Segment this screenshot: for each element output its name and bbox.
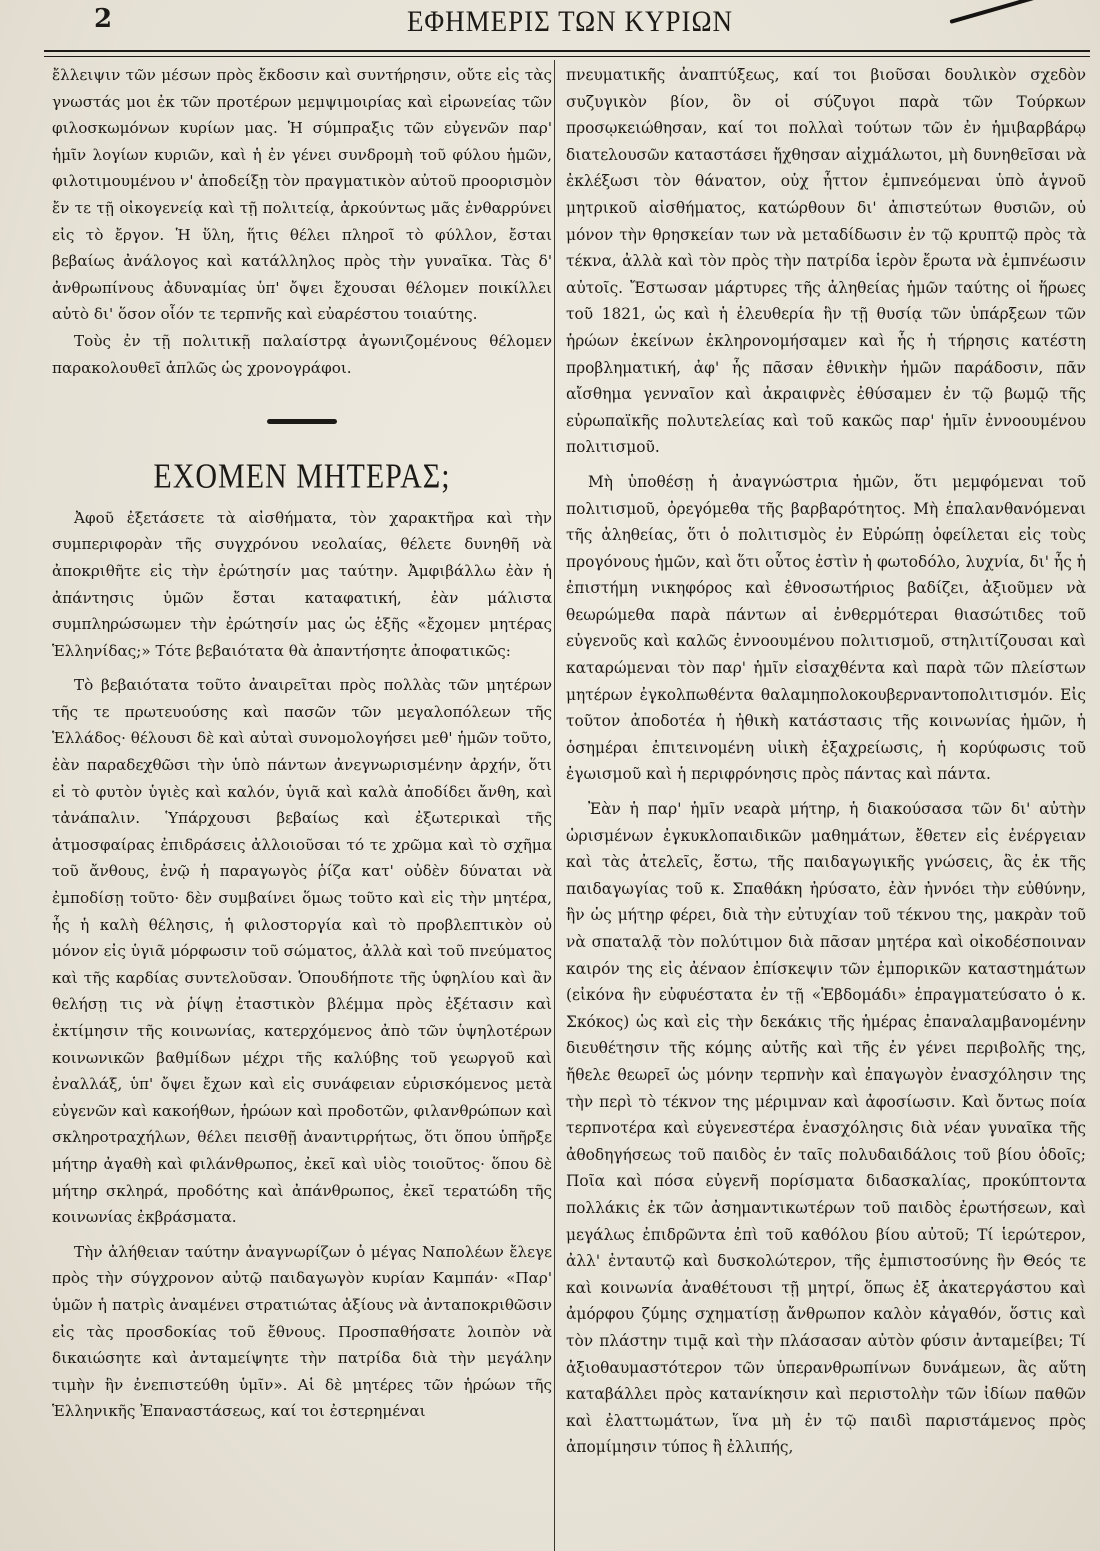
page-header bbox=[0, 0, 1100, 48]
intro-paragraph-1: ἔλλειψιν τῶν μέσων πρὸς ἔκδοσιν καὶ συντήρησιν, οὔτε εἰς τὰς γνωστάς μοι ἐκ τῶν προτέρων μεμψιμοιρίας καὶ εἰρωνείας τῶν φιλοσκωμόνων κυρίων μας. Ἡ σύμπραξις τῶν εὐγενῶν παρ' ἡμῖν λογίων κυριῶν, καὶ ἡ ἐν γένει συνδρομὴ τοῦ φύλου ἡμῶν, φιλοτιμουμένου ν' ἀποδείξῃ τὸν πραγματικὸν αὐτοῦ προορισμὸν ἔν τε τῇ οἰκογενείᾳ καὶ τῇ πολιτείᾳ, ἀρκούντως μᾶς ἐνθαρρύνει εἰς τὸ ἔργον. Ἡ ὕλη, ἥτις θέλει πληροῖ τὸ φύλλον, ἔσται βεβαίως ἀνάλογος καὶ κατάλληλος πρὸς τὴν γυναῖκα. Τὰς δ' ἀνθρωπίνους ἀδυναμίας ὑπ' ὄψει ἔχουσαι θέλομεν ποικίλλει αὐτὸ δι' ὅσον οἷόν τε τερπνῆς καὶ εὐαρέστου τοιαύτης. bbox=[52, 66, 552, 324]
right-paragraph-1: πνευματικῆς ἀναπτύξεως, καί τοι βιοῦσαι δουλικὸν σχεδὸν συζυγικὸν βίον, ὃν οἱ σύζυγοι παρὰ τῶν Τούρκων προσῳκειώθησαν, καί τοι πολλαὶ τούτων τῶν ἐν ἡμιβαρβάρῳ διατελουσῶν καταστάσει ἤχθησαν αἰχμάλωτοι, μὴ δυνηθεῖσαι νὰ ἐκλέξωσι τὸν θάνατον, οὐχ ἧττον ἐμπνεόμεναι ὑπὸ ἁγνοῦ μητρικοῦ αἰσθήματος, κατώρθουν δι' ἀπιστεύτων θυσιῶν, οὐ μόνον τὴν θρησκείαν των νὰ μεταδίδωσιν ἐν τῷ κρυπτῷ πρὸς τὰ τέκνα, ἀλλὰ καὶ τὸν πρὸς τὴν πατρίδα ἱερὸν ἔρωτα νὰ ἐμπνέωσιν αὐτοῖς. Ἔστωσαν μάρτυρες τῆς ἀληθείας ἡμῶν ταύτης οἱ ἥρωες τοῦ 1821, ὡς καὶ ἡ ἐλευθερία ἣν τῇ θυσίᾳ τῶν ὑπάρξεων τῶν ἡρώων ἐκείνων ἐκληρονομήσαμεν καὶ ἧς ἡ τήρησις κατέστη προβληματική, ἀφ' ἧς πᾶσαν ἐθνικὴν ἡμῶν παράδοσιν, πᾶν αἴσθημα γενναῖον καὶ ἀκραιφνὲς ἐθύσαμεν ἐν τῷ βωμῷ τῆς εὐρωπαϊκῆς πολυτελείας καὶ τοῦ κακῶς παρ' ἡμῖν ἐννοουμένου πολιτισμοῦ. bbox=[566, 66, 1086, 457]
masthead-title: ΕΦΗΜΕΡΙΣ ΤΩΝ ΚΥΡΙΩΝ bbox=[406, 4, 734, 38]
section-ornament-rule bbox=[267, 419, 337, 424]
header-rule-thick bbox=[44, 50, 1090, 52]
section-title: ΕΧΟΜΕΝ ΜΗΤΕΡΑΣ; bbox=[153, 457, 451, 496]
section-paragraph-2: Τὸ βεβαιότατα τοῦτο ἀναιρεῖται πρὸς πολλὰς τῶν μητέρων τῆς τε πρωτευούσης καὶ πασῶν τῶν μεγαλοπόλεων τῆς Ἑλλάδος· θέλουσι δὲ καὶ αὐταὶ συνομολογήσει μεθ' ἡμῶν τοῦτο, ἐὰν παραδεχθῶσι τὴν ὑπὸ πάντων ἀνεγνωρισμένην ἀρχήν, ὅτι εἰ τὸ φυτὸν ὑγιὲς καὶ καλόν, ὑγιᾶ καὶ καλὰ ἀποδίδει ἄνθη, καὶ τἀνάπαλιν. Ὑπάρχουσι βεβαίως καὶ ἐξωτερικαὶ τῆς ἀτμοσφαίρας ἐπιδράσεις ἀλλοιοῦσαι τό τε χρῶμα καὶ τὸ σχῆμα τοῦ ἄνθους, ἐνῷ ἡ παραγωγὸς ῥίζα κατ' οὐδὲν δύναται νὰ ἐμποδίσῃ τοῦτο· δὲν συμβαίνει ὅμως τοῦτο καὶ εἰς τὴν μητέρα, ἧς ἡ καλὴ θέλησις, ἡ φιλοστοργία καὶ τὸ προβλεπτικὸν οὐ μόνον εἰς ὑγιᾶ μόρφωσιν τοῦ σώματος, ἀλλὰ καὶ τοῦ πνεύματος καὶ τῆς καρδίας συντελοῦσαν. Ὁπουδήποτε τῆς ὑφηλίου καὶ ἂν θελήσῃ τις νὰ ῥίψῃ ἐταστικὸν βλέμμα πρὸς ἐξέτασιν καὶ ἐκτίμησιν τῆς κοινωνίας, κατερχόμενος ἀπὸ τῶν ὑψηλοτέρων κοινωνικῶν βαθμίδων μέχρι τῆς καλύβης τοῦ γεωργοῦ καὶ ἐναλλάξ, ὑπ' ὄψει ἔχων καὶ εἰς συνάφειαν εὑρισκόμενος μετὰ εὐγενῶν καὶ κακοήθων, ἡρώων καὶ προδοτῶν, φιλανθρώπων καὶ σκληροτραχήλων, θέλει πεισθῇ ἀναντιρρήτως, ὅτι ὅπου ὑπῆρξε μήτηρ ἀγαθὴ καὶ φιλάνθρωπος, ἐκεῖ καὶ υἱὸς τοιοῦτος· ὅπου δὲ μήτηρ σκληρά, προδότης καὶ ἀπάνθρωπος, ἐκεῖ τερατώδη τῆς κοινωνίας ἐκβράσματα. bbox=[52, 676, 552, 1227]
right-paragraph-3: Ἐὰν ἡ παρ' ἡμῖν νεαρὰ μήτηρ, ἡ διακούσασα τῶν δι' αὐτὴν ὡρισμένων ἐγκυκλοπαιδικῶν μαθημάτων, ἔθετεν εἰς ἐνέργειαν καὶ τὰς ἀτελεῖς, ἔστω, τῆς παιδαγωγικῆς γνώσεις, ἃς ἐκ τῆς παιδαγωγίας τοῦ κ. Σπαθάκη ἠρύσατο, ἐὰν ἠννόει τὴν εὐθύνην, ἣν ὡς μήτηρ φέρει, διὰ τὴν εὐτυχίαν τοῦ τέκνου της, μακρὰν τοῦ νὰ σπαταλᾷ τὸν πολύτιμον διὰ πᾶσαν μητέρα καὶ οἰκοδέσποιναν καιρόν της εἰς ἀέναον ἐπίσκεψιν τῶν ἐμπορικῶν καταστημάτων (εἰκόνα ἣν εὐφυέστατα ἐν τῇ «Ἑβδομάδι» ἐπραγματεύσατο ὁ κ. Σκόκος) ὡς καὶ εἰς τὴν δεκάκις τῆς ἡμέρας ἐπαναλαμβανομένην διευθέτησιν τῆς κόμης αὐτῆς καὶ τῆς ἐν γένει περιβολῆς της, ἤθελε θεωρεῖ ὡς μόνην τερπνὴν καὶ ἐπαγωγὸν ἐνασχόλησιν της τὴν περὶ τὸ τέκνον της μέριμναν καὶ ἀφοσίωσιν. Καὶ ὄντως ποία τερπνοτέρα καὶ εὐγενεστέρα ἐνασχόλησις διὰ νέαν γυναῖκα τῆς ἀθοδηγήσεως τοῦ παιδὸς ἐν ταῖς πολυδαιδάλοις τοῦ βίου ὁδοῖς; Ποῖα καὶ πόσα εὐγενῆ πορίσματα διδασκαλίας, προκύπτοντα πολλάκις ἐκ τῶν ἀσημαντικωτέρων τοῦ παιδὸς ἐρωτήσεων, καὶ μεγάλως ἐπιδρῶντα ἐπὶ τοῦ καθόλου βίου αὐτοῦ; Τί ἱερώτερον, ἀλλ' ἐνταυτῷ καὶ δυσκολώτερον, τῆς ἐμπιστοσύνης ἣν Θεός τε καὶ κοινωνία ἀναθέτουσι τῇ μητρί, ὅπως ἐξ ἀκατεργάστου καὶ ἀμόρφου ζύμης σχηματίσῃ ἄνθρωπον καλὸν κἀγαθόν, ὅστις καὶ τὸν πλάστην τιμᾷ καὶ τὴν πλάσασαν αὐτὸν φύσιν ἀνταμείβει; Τί ἀξιοθαυμαστότερον τῶν ὑπερανθρωπίνων δυνάμεων, ἃς αὕτη καταβάλλει πρὸς κατανίκησιν καὶ περιστολὴν τῶν ἰδίων παθῶν καὶ ἐλαττωμάτων, ἵνα μὴ ἐν τῷ παιδὶ παριστάμενος πρὸς ἀπομίμησιν τύπος ἢ ἐλλιπής, bbox=[566, 800, 1086, 1457]
column-divider bbox=[554, 60, 555, 1551]
header-rule-thin bbox=[44, 56, 1090, 57]
section-paragraph-1: Ἀφοῦ ἐξετάσετε τὰ αἰσθήματα, τὸν χαρακτῆρα καὶ τὴν συμπεριφορὰν τῆς συγχρόνου νεολαίας, θέλετε δυνηθῆ νὰ ἀποκριθῆτε εἰς τὴν ἐρώτησίν μας ταύτην. Ἀμφιβάλλω ἐὰν ἡ ἀπάντησις ὑμῶν ἔσται καταφατική, ἐὰν μάλιστα συμπληρώσωμεν τὴν ἐρώτησίν μας ὡς ἑξῆς «ἔχομεν μητέρας Ἑλληνίδας;» Τότε βεβαιότατα θὰ ἀπαντήσητε ἀποφατικῶς: bbox=[52, 508, 552, 660]
section-paragraph-3: Τὴν ἀλήθειαν ταύτην ἀναγνωρίζων ὁ μέγας Ναπολέων ἔλεγε πρὸς τὴν σύγχρονον αὐτῷ παιδαγωγὸν κυρίαν Καμπάν· «Παρ' ὑμῶν ἡ πατρὶς ἀναμένει στρατιώτας ἀξίους νὰ ἀνταποκριθῶσιν εἰς τὰς προσδοκίας τοῦ ἔθνους. Προσπαθήσατε λοιπὸν νὰ δικαιώσητε καὶ ἀνταμείψητε τὴν πατρίδα διὰ τὴν μεγάλην τιμὴν ἣν ἐνεπιστεύθη ὑμῖν». Αἱ δὲ μητέρες τῶν ἡρώων τῆς Ἑλληνικῆς Ἐπαναστάσεως, καί τοι ἐστερημέναι bbox=[52, 1242, 552, 1421]
right-column bbox=[566, 62, 1086, 1461]
right-paragraph-2: Μὴ ὑποθέσῃ ἡ ἀναγνώστρια ἡμῶν, ὅτι μεμφόμεναι τοῦ πολιτισμοῦ, ὀρεγόμεθα τῆς βαρβαρότητος. Μὴ ἐπαλανθανόμεναι τῆς ἀληθείας, ὅτι ὁ πολιτισμὸς ἐν Εὐρώπῃ ὀφείλεται εἰς τοὺς προγόνους ἡμῶν, καὶ ὅτι οὗτος ἐστὶν ἡ φωτοδόλο, λυχνία, δι' ἧς ἡ ἐπιστήμη νικηφόρος καὶ ἐθνοσωτήριος βαδίζει, ἀξιοῦμεν νὰ θεωρώμεθα παρὰ πάντων αἱ ἐνθερμότεραι θιασώτιδες τοῦ εὐγενοῦς καὶ καλῶς ἐννοουμένου πολιτισμοῦ, στηλιτίζουσαι καὶ καταρώμεναι τὸν παρ' ἡμῖν εἰσαχθέντα καὶ παρὰ τῶν πλείστων μητέρων ἐγκολπωθέντα θαλαμηπολοκουβερναντοπολιτισμόν. Εἰς τοῦτον ἀποδοτέα ἡ ἠθικὴ κατάστασις τῆς κοινωνίας ἡμῶν, ἡ ὁσημέραι ἐπιτεινομένη υἱικὴ ἐξαχρείωσις, ἡ κορύφωσις τοῦ ἐγωισμοῦ καὶ ἡ περιφρόνησις πρὸς πάντας καὶ πάντα. bbox=[566, 472, 1086, 784]
intro-paragraph-2: Τοὺς ἐν τῇ πολιτικῇ παλαίστρᾳ ἀγωνιζομένους θέλομεν παρακολουθεῖ ἁπλῶς ὡς χρονογράφοι. bbox=[52, 331, 552, 377]
page-number: 2 bbox=[94, 4, 113, 34]
left-column bbox=[52, 62, 552, 1425]
ink-slash-mark bbox=[949, 0, 1075, 24]
